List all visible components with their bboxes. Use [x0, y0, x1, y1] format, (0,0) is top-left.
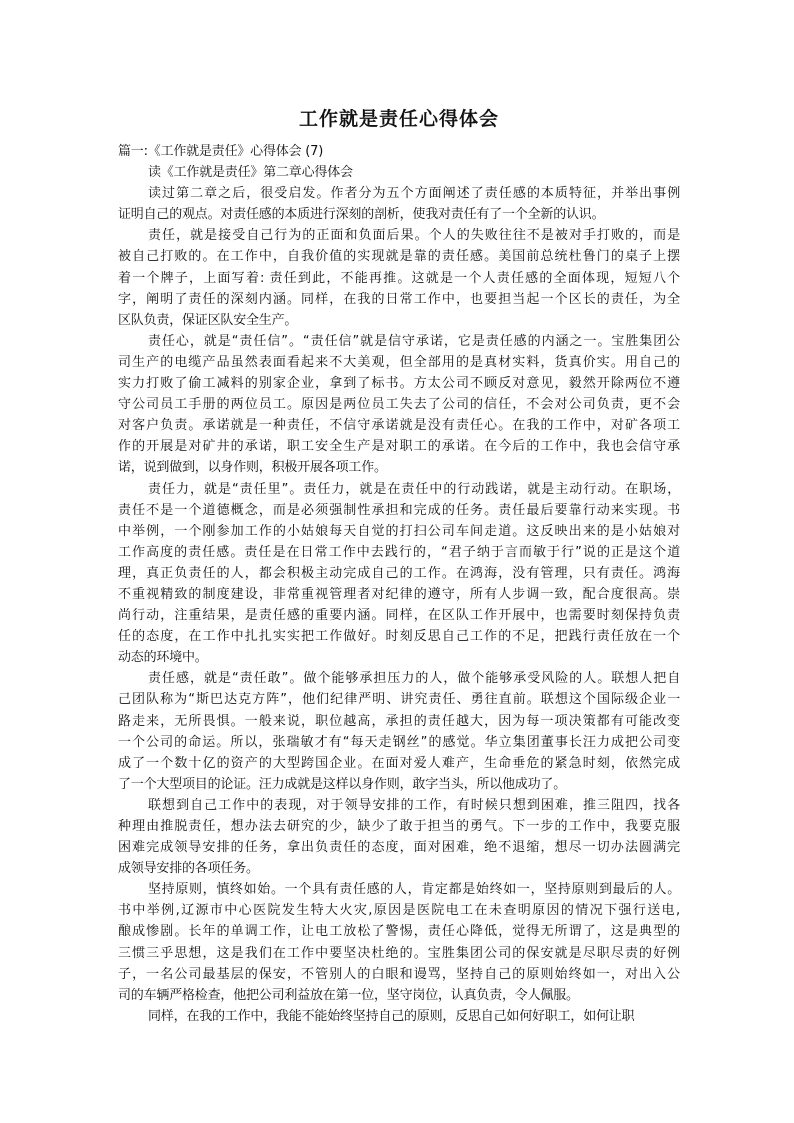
- paragraph: [118, 162, 680, 183]
- text-line: 三惯三乎思想，这是我们在工作中要坚决杜绝的。宝胜集团公司的保安就是尽职尽责的好例: [118, 945, 680, 961]
- text-line: 不重视精致的制度建设，非常重视管理者对纪律的遵守，所有人步调一致，配合度很高。崇: [118, 586, 680, 602]
- paragraph: [118, 183, 680, 225]
- text-line: 责任不是一个道德概念，而是必须强制性承担和完成的任务。责任最后要靠行动来实现。书: [118, 502, 680, 518]
- document-body: [118, 141, 680, 1027]
- text-line: 责任，就是接受自己行为的正面和负面后果。个人的失败往往不是被对手打败的，而是: [148, 228, 680, 244]
- paragraph: [118, 1006, 680, 1027]
- text-line: 动态的环境中。: [118, 650, 208, 666]
- text-line: 责任力，就是“责任里”。责任力，就是在责任中的行动践诺，就是主动行动。在职场，: [148, 481, 680, 497]
- text-line: 司的车辆严格检查，他把公司利益放在第一位，坚守岗位，认真负责，令人佩服。: [118, 987, 579, 1003]
- text-line: 种理由推脱责任，想办法去研究的少，缺少了敢于担当的勇气。下一步的工作中，我要克服: [118, 819, 680, 834]
- text-line: 成了一个数十亿的资产的大型跨国企业。在面对爱人难产，生命垂危的紧急时刻，依然完成: [118, 755, 680, 771]
- text-line: 读过第二章之后，很受启发。作者分为五个方面阐述了责任感的本质特征，并举出事例: [148, 186, 680, 202]
- text-line: 困难完成领导安排的任务，拿出负责任的态度，面对困难，绝不退缩，想尽一切办法圆满完: [118, 840, 680, 856]
- text-line: 诺，说到做到，以身作则，积极开展各项工作。: [118, 460, 387, 476]
- text-line: 对客户负责。承诺就是一种责任，不信守承诺就是没有责任心。在我的工作中，对矿各项工: [118, 418, 680, 434]
- paragraph: [118, 331, 680, 479]
- text-line: 联想到自己工作中的表现，对于领导安排的工作，有时候只想到困难，推三阻四，找各: [148, 797, 680, 813]
- text-line: 成领导安排的各项任务。: [118, 861, 259, 877]
- text-line: 坚持原则，慎终如始。一个具有责任感的人，肯定都是始终如一，坚持原则到最后的人。: [148, 882, 680, 898]
- text-line: 责任心，就是“责任信”。“责任信”就是信守承诺，它是责任感的内涵之一。宝胜集团公: [148, 333, 680, 349]
- paragraph: [118, 141, 680, 162]
- text-line: 被自己打败的。在工作中，自我价值的实现就是靠的责任感。美国前总统杜鲁门的桌子上摆: [118, 249, 680, 265]
- text-line: 作的开展是对矿井的承诺，职工安全生产是对职工的承诺。在今后的工作中，我也会信守承: [118, 439, 680, 455]
- text-line: 证明自己的观点。对责任感的本质进行深刻的剖析，使我对责任有了一个全新的认识。: [118, 207, 605, 223]
- text-line: 路走来，无所畏惧。一般来说，职位越高，承担的责任越大，因为每一项决策都有可能改变: [118, 713, 680, 729]
- text-line: 一个公司的命运。所以，张瑞敏才有“每天走钢丝”的感觉。华立集团董事长汪力成把公司变: [118, 734, 680, 750]
- text-line: 篇一:《工作就是责任》心得体会 (7): [118, 144, 324, 159]
- document-title: 工作就是责任心得体会: [298, 108, 499, 130]
- text-line: 理，真正负责任的人，都会积极主动完成自己的工作。在鸿海，没有管理，只有责任。鸿海: [118, 565, 680, 581]
- paragraph: [118, 668, 680, 795]
- text-line: 责任感，就是“责任敢”。做个能够承担压力的人，做个能够承受风险的人。联想人把自: [148, 671, 680, 687]
- text-line: 工作高度的责任感。责任是在日常工作中去践行的，“君子纳于言而敏于行”说的正是这个道: [118, 544, 680, 560]
- text-line: 书中举例,辽源市中心医院发生特大火灾,原因是医院电工在未查明原因的情况下强行送电,: [118, 903, 680, 919]
- text-line: 着一个牌子，上面写着: 责任到此，不能再推。这就是一个人责任感的全面体现，短短八个: [118, 270, 680, 286]
- text-line: 字，阐明了责任的深刻内涵。同样，在我的日常工作中，也要担当起一个区长的责任，为全: [118, 291, 680, 307]
- text-line: 司生产的电缆产品虽然表面看起来不大美观，但全部用的是真材实料，货真价实。用自己的: [118, 354, 680, 370]
- text-line: 了一个大型项目的论证。汪力成就是这样以身作则，敢字当头，所以他成功了。: [118, 776, 567, 792]
- text-line: 区队负责，保证区队安全生产。: [118, 312, 298, 328]
- document-page: [118, 104, 680, 1027]
- text-line: 子，一名公司最基层的保安，不管别人的白眼和谩骂，坚持自己的原则始终如一，对出入公: [118, 966, 680, 982]
- paragraph: [118, 795, 680, 879]
- text-line: 中举例，一个刚参加工作的小姑娘每天自觉的打扫公司车间走道。这反映出来的是小姑娘对: [118, 523, 680, 539]
- paragraph: [118, 479, 680, 669]
- text-line: 同样，在我的工作中，我能不能始终坚持自己的原则，反思自己如何好职工，如何让职: [148, 1008, 635, 1024]
- paragraph: [118, 879, 680, 1006]
- text-line: 守公司员工手册的两位员工。原因是两位员工失去了公司的信任，不会对公司负责，更不会: [118, 397, 680, 413]
- text-line: 实力打败了偷工减料的别家企业，拿到了标书。方太公司不顾反对意见，毅然开除两位不遵: [118, 376, 680, 392]
- paragraph: [118, 225, 680, 330]
- text-line: 尚行动，注重结果，是责任感的重要内涵。同样，在区队工作开展中，也需要时刻保持负责: [118, 608, 680, 624]
- text-line: 任的态度，在工作中扎扎实实把工作做好。时刻反思自己工作的不足，把践行责任放在一个: [118, 629, 680, 645]
- text-line: 读《工作就是责任》第二章心得体会: [148, 165, 353, 181]
- text-line: 酿成惨剧。长年的单调工作，让电工放松了警惕，责任心降低，觉得无所谓了，这是典型的: [118, 924, 680, 940]
- text-line: 己团队称为“斯巴达克方阵”，他们纪律严明、讲究责任、勇往直前。联想这个国际级企业一: [118, 692, 680, 708]
